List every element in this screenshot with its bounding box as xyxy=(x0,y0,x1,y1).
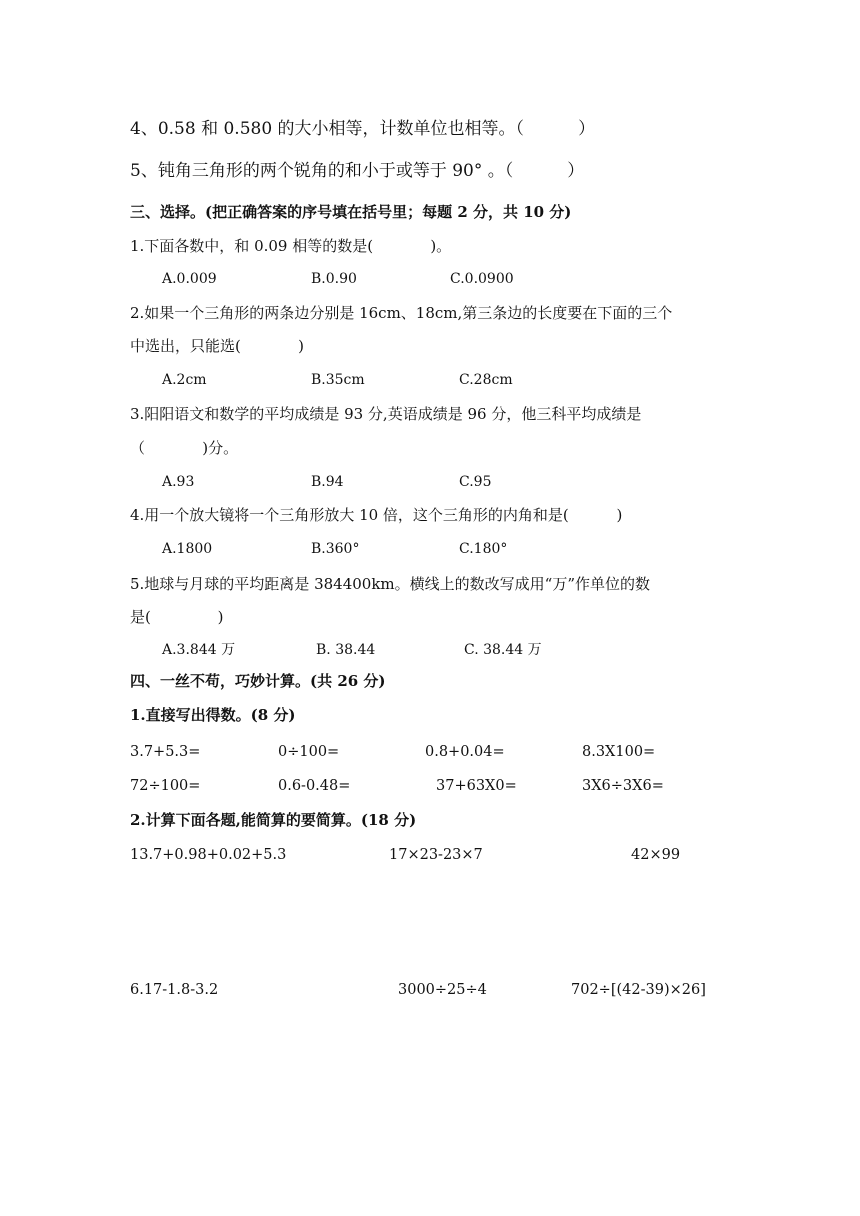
choice-q4-option-b: B.360° xyxy=(311,541,360,557)
calc-problem: 6.17-1.8-3.2 xyxy=(130,982,219,998)
part-1-heading: 1.直接写出得数。(8 分) xyxy=(130,706,296,724)
choice-q3-option-a: A.93 xyxy=(162,474,195,490)
choice-q4-option-c: C.180° xyxy=(459,541,508,557)
oral-calc-item: 0.8+0.04= xyxy=(425,744,505,760)
choice-q2-line2: 中选出，只能选( ) xyxy=(130,337,304,355)
choice-q2-line1: 2.如果一个三角形的两条边分别是 16cm、18cm,第三条边的长度要在下面的三个 xyxy=(130,304,673,322)
choice-q5-option-b: B. 38.44 xyxy=(316,642,376,658)
section-4-heading: 四、一丝不苟，巧妙计算。(共 26 分) xyxy=(130,672,386,690)
judge-q5: 5、钝角三角形的两个锐角的和小于或等于 90° 。（ ） xyxy=(130,161,585,181)
oral-calc-item: 0÷100= xyxy=(278,744,340,760)
choice-q3-line1: 3.阳阳语文和数学的平均成绩是 93 分,英语成绩是 96 分，他三科平均成绩是 xyxy=(130,405,642,423)
choice-q2-option-a: A.2cm xyxy=(162,372,207,388)
oral-calc-item: 37+63X0= xyxy=(436,778,517,794)
section-3-heading: 三、选择。(把正确答案的序号填在括号里；每题 2 分，共 10 分) xyxy=(130,203,572,221)
oral-calc-item: 8.3X100= xyxy=(582,744,656,760)
calc-problem: 17×23-23×7 xyxy=(389,847,483,863)
oral-calc-item: 0.6-0.48= xyxy=(278,778,351,794)
oral-calc-item: 3X6÷3X6= xyxy=(582,778,664,794)
choice-q5-option-a: A.3.844 万 xyxy=(162,642,236,658)
choice-q1-option-c: C.0.0900 xyxy=(450,271,514,287)
calc-problem: 3000÷25÷4 xyxy=(398,982,487,998)
calc-problem: 13.7+0.98+0.02+5.3 xyxy=(130,847,287,863)
choice-q5-line2: 是( ) xyxy=(130,608,224,626)
choice-q2-option-c: C.28cm xyxy=(459,372,513,388)
choice-q5-option-c: C. 38.44 万 xyxy=(464,642,542,658)
choice-q3-option-b: B.94 xyxy=(311,474,344,490)
choice-q3-option-c: C.95 xyxy=(459,474,492,490)
choice-q4-option-a: A.1800 xyxy=(162,541,213,557)
choice-q1: 1.下面各数中，和 0.09 相等的数是( )。 xyxy=(130,237,452,255)
judge-q4: 4、0.58 和 0.580 的大小相等，计数单位也相等。（ ） xyxy=(130,119,596,139)
oral-calc-item: 3.7+5.3= xyxy=(130,744,201,760)
choice-q4: 4.用一个放大镜将一个三角形放大 10 倍，这个三角形的内角和是( ) xyxy=(130,506,623,524)
calc-problem: 702÷[(42-39)×26] xyxy=(571,982,706,998)
choice-q1-option-a: A.0.009 xyxy=(162,271,217,287)
calc-problem: 42×99 xyxy=(631,847,681,863)
choice-q5-line1: 5.地球与月球的平均距离是 384400km。横线上的数改写成用“万”作单位的数 xyxy=(130,575,650,593)
part-2-heading: 2.计算下面各题,能简算的要简算。(18 分) xyxy=(130,811,417,829)
choice-q1-option-b: B.0.90 xyxy=(311,271,357,287)
choice-q3-line2: （ )分。 xyxy=(130,439,239,457)
choice-q2-option-b: B.35cm xyxy=(311,372,365,388)
oral-calc-item: 72÷100= xyxy=(130,778,201,794)
